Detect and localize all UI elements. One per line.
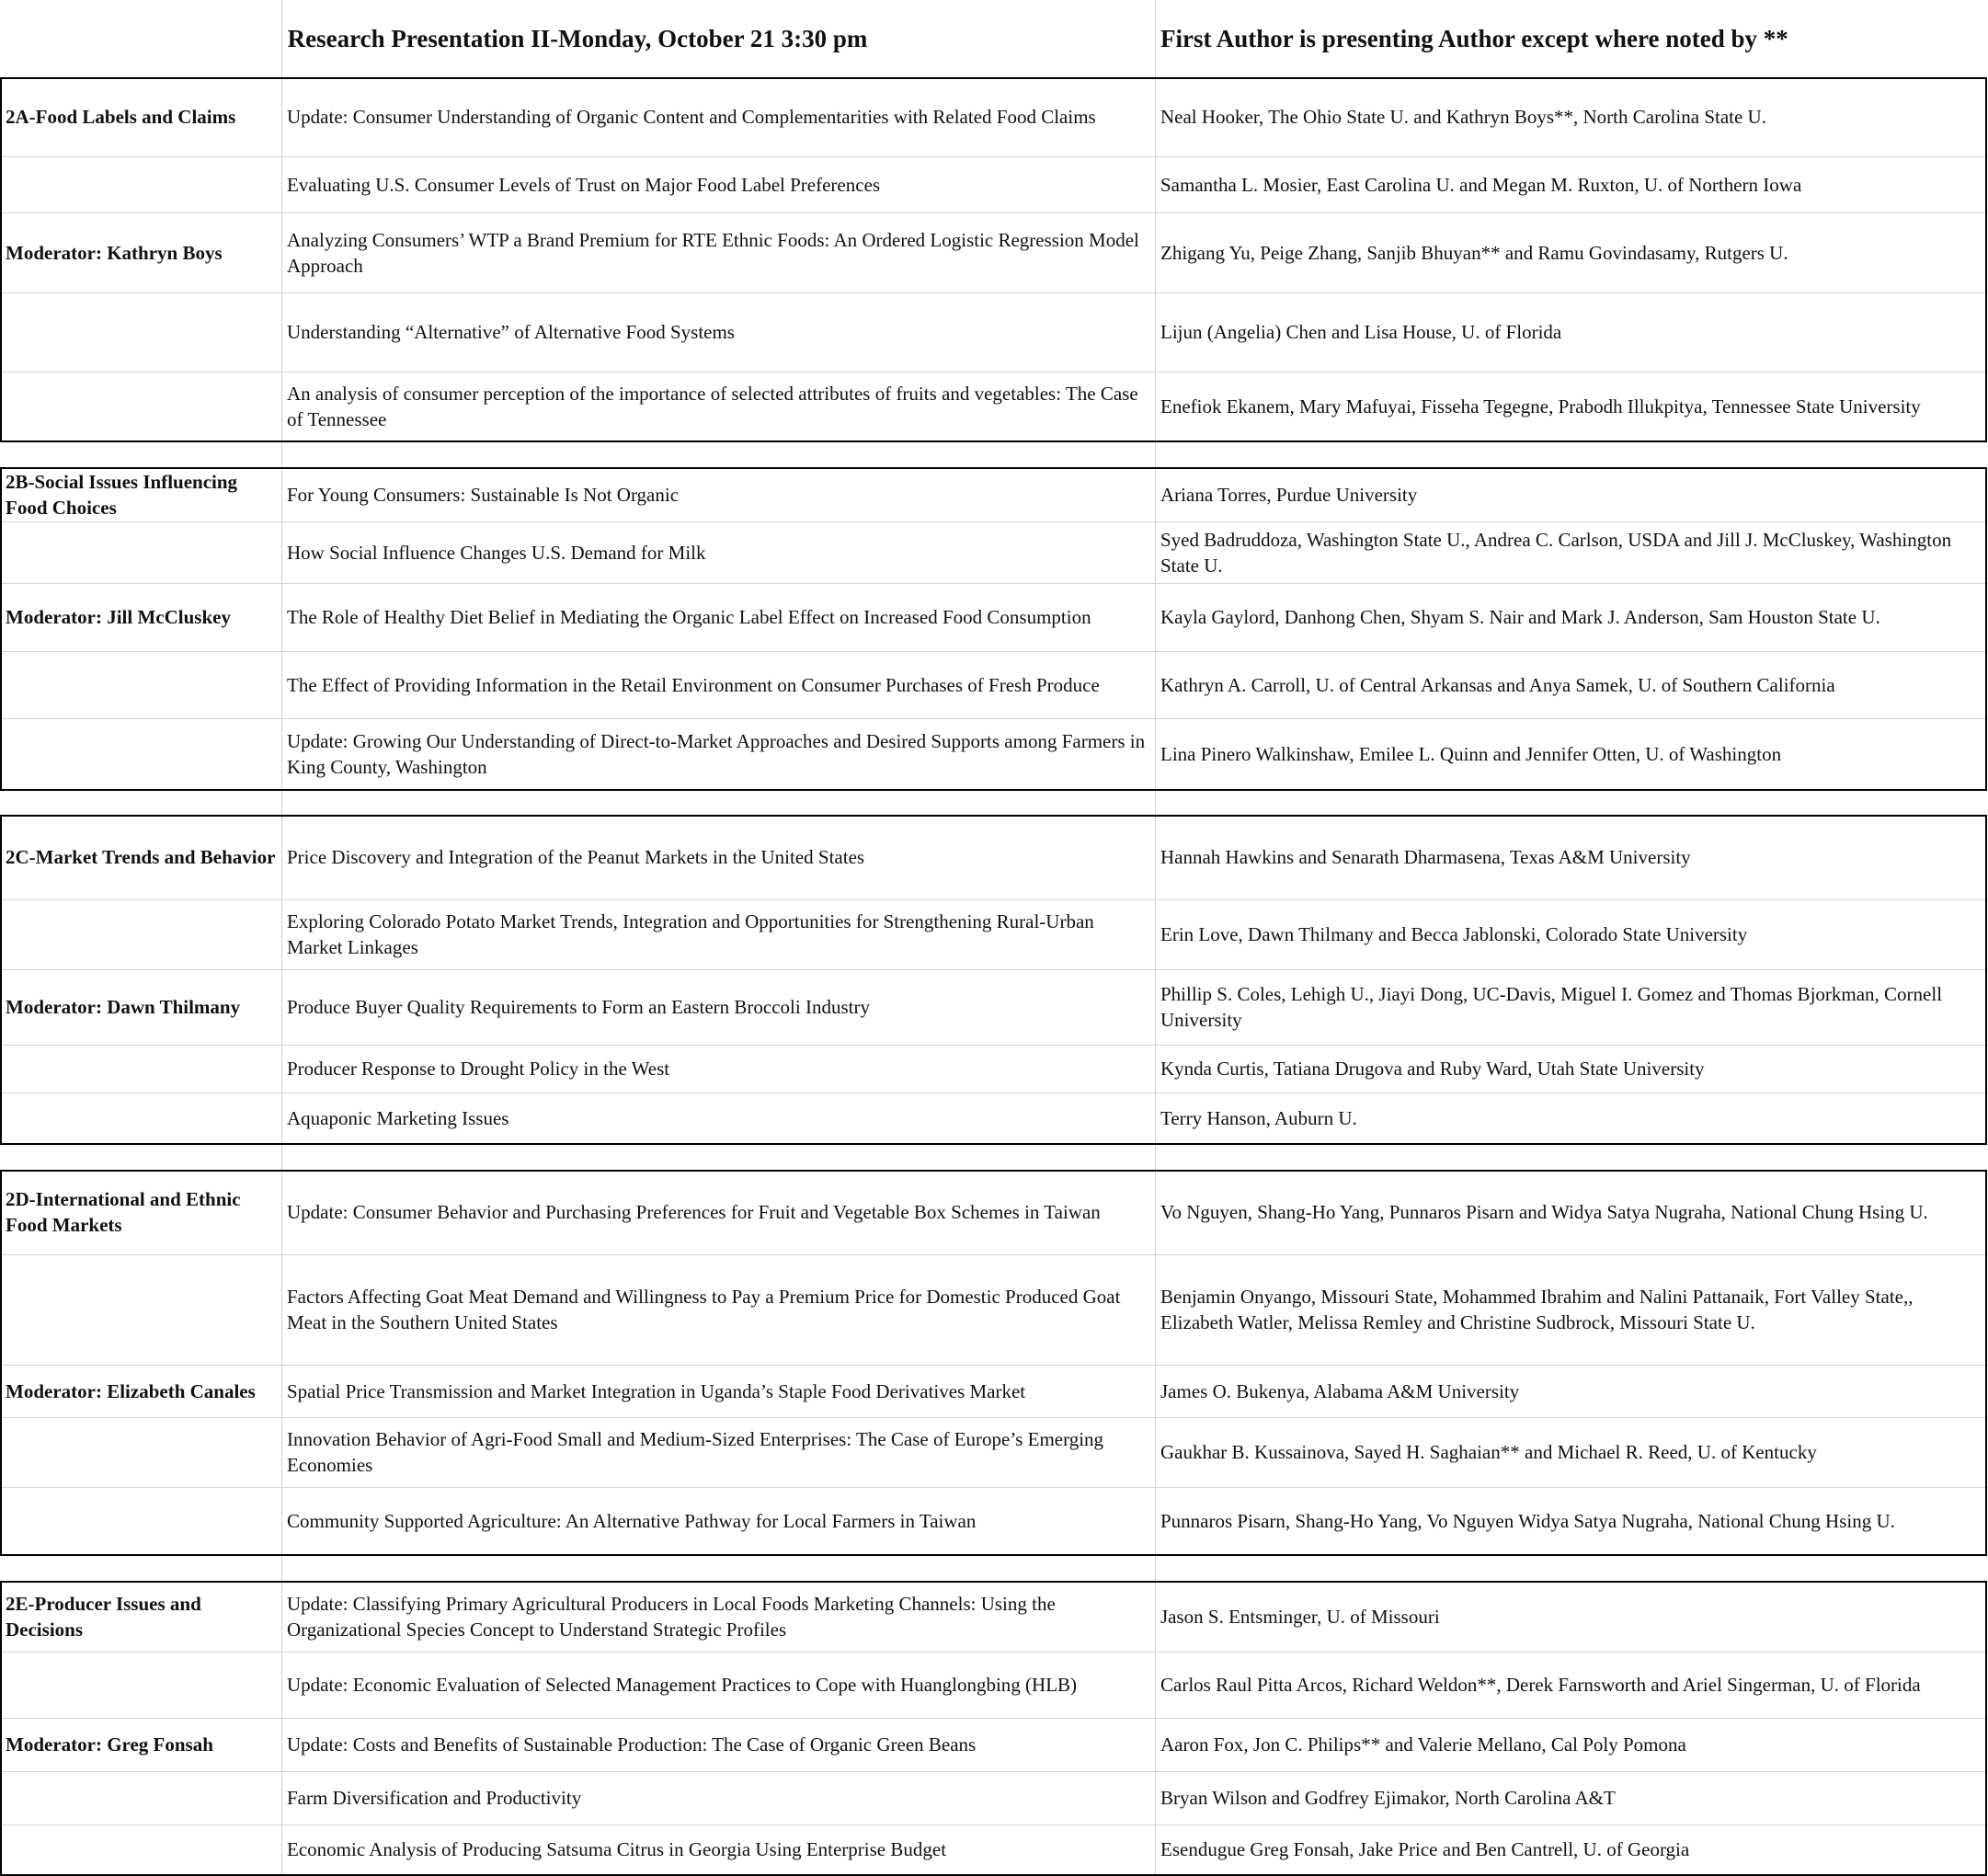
paper-authors: Aaron Fox, Jon C. Philips** and Valerie Mellano, Cal Poly Pomona [1160, 1733, 1686, 1756]
paper-authors: Samantha L. Mosier, East Carolina U. and Megan M. Ruxton, U. of Northern Iowa [1160, 173, 1802, 196]
session-title: 2A-Food Labels and Claims [6, 106, 236, 128]
paper-authors: Kynda Curtis, Tatiana Drugova and Ruby Ward, Utah State University [1160, 1058, 1705, 1080]
paper-title: Understanding “Alternative” of Alternative Food Systems [287, 321, 735, 343]
session-moderator: Moderator: Greg Fonsah [6, 1733, 213, 1756]
paper-authors: Kathryn A. Carroll, U. of Central Arkansas and Anya Samek, U. of Southern California [1160, 673, 1835, 696]
paper-authors: Bryan Wilson and Godfrey Ejimakor, North Carolina A&T [1160, 1787, 1616, 1809]
header-title: Research Presentation II-Monday, October 21 3:30 pm [287, 25, 868, 52]
paper-authors: James O. Bukenya, Alabama A&M University [1160, 1379, 1520, 1402]
paper-title: Price Discovery and Integration of the Peanut Markets in the United States [287, 846, 865, 868]
paper-authors: Lina Pinero Walkinshaw, Emilee L. Quinn and Jennifer Otten, U. of Washington [1160, 742, 1782, 765]
paper-authors: Benjamin Onyango, Missouri State, Mohammed Ibrahim and Nalini Pattanaik, Fort Valley State,, Elizabeth Watler, Melissa Remley and Christine Sudbrock, Missouri State U. [1160, 1286, 1914, 1333]
session-moderator: Moderator: Dawn Thilmany [6, 996, 241, 1018]
header-note: First Author is presenting Author except where noted by ** [1160, 25, 1788, 52]
paper-authors: Vo Nguyen, Shang-Ho Yang, Punnaros Pisarn and Widya Satya Nugraha, National Chung Hsing U. [1160, 1201, 1928, 1223]
paper-title: Producer Response to Drought Policy in the West [287, 1058, 670, 1080]
paper-authors: Syed Badruddoza, Washington State U., Andrea C. Carlson, USDA and Jill J. McCluskey, Washington State U. [1160, 528, 1952, 577]
paper-authors: Erin Love, Dawn Thilmany and Becca Jablonski, Colorado State University [1160, 923, 1748, 945]
paper-authors: Zhigang Yu, Peige Zhang, Sanjib Bhuyan** and Ramu Govindasamy, Rutgers U. [1160, 241, 1788, 264]
paper-title: An analysis of consumer perception of the importance of selected attributes of fruits and vegetables: The Case of Tennessee [287, 382, 1138, 430]
paper-authors: Gaukhar B. Kussainova, Sayed H. Saghaian** and Michael R. Reed, U. of Kentucky [1160, 1441, 1817, 1463]
session-title: 2E-Producer Issues and Decisions [6, 1592, 201, 1641]
paper-title: Factors Affecting Goat Meat Demand and Willingness to Pay a Premium Price for Domestic Produced Goat Meat in the Southern United States [287, 1286, 1121, 1333]
paper-title: The Effect of Providing Information in the Retail Environment on Consumer Purchases of Fresh Produce [287, 673, 1100, 696]
paper-title: The Role of Healthy Diet Belief in Mediating the Organic Label Effect on Increased Food Consumption [287, 606, 1091, 628]
paper-title: Update: Consumer Behavior and Purchasing Preferences for Fruit and Vegetable Box Schemes in Taiwan [287, 1201, 1101, 1223]
paper-authors: Neal Hooker, The Ohio State U. and Kathryn Boys**, North Carolina State U. [1160, 106, 1766, 128]
session-title: 2C-Market Trends and Behavior [6, 846, 276, 868]
paper-title: Update: Classifying Primary Agricultural Producers in Local Foods Marketing Channels: Using the Organizational Species Concept to Understand Strategic Profiles [287, 1592, 1056, 1641]
paper-authors: Punnaros Pisarn, Shang-Ho Yang, Vo Nguyen Widya Satya Nugraha, National Chung Hsing U. [1160, 1509, 1895, 1532]
paper-title: Evaluating U.S. Consumer Levels of Trust on Major Food Label Preferences [287, 173, 881, 196]
paper-authors: Terry Hanson, Auburn U. [1160, 1106, 1357, 1129]
paper-title: Economic Analysis of Producing Satsuma Citrus in Georgia Using Enterprise Budget [287, 1838, 947, 1860]
paper-title: Farm Diversification and Productivity [287, 1787, 582, 1809]
paper-authors: Ariana Torres, Purdue University [1160, 483, 1418, 506]
paper-title: How Social Influence Changes U.S. Demand for Milk [287, 541, 706, 564]
session-title: 2B-Social Issues Influencing Food Choices [6, 470, 238, 519]
paper-title: Produce Buyer Quality Requirements to Form an Eastern Broccoli Industry [287, 996, 870, 1018]
paper-authors: Jason S. Entsminger, U. of Missouri [1160, 1605, 1440, 1628]
session-moderator: Moderator: Jill McCluskey [6, 606, 231, 628]
paper-authors: Hannah Hawkins and Senarath Dharmasena, Texas A&M University [1160, 846, 1691, 868]
paper-title: Exploring Colorado Potato Market Trends, Integration and Opportunities for Strengthening Rural-Urban Market Linkages [287, 910, 1094, 958]
paper-title: For Young Consumers: Sustainable Is Not Organic [287, 483, 680, 506]
paper-title: Innovation Behavior of Agri-Food Small and Medium-Sized Enterprises: The Case of Europe’s Emerging Economies [287, 1428, 1104, 1476]
paper-title: Update: Growing Our Understanding of Direct-to-Market Approaches and Desired Supports among Farmers in King County, Washington [287, 729, 1146, 778]
paper-authors: Carlos Raul Pitta Arcos, Richard Weldon**, Derek Farnsworth and Ariel Singerman, U. of Florida [1160, 1674, 1921, 1696]
paper-authors: Lijun (Angelia) Chen and Lisa House, U. of Florida [1160, 321, 1562, 343]
paper-title: Analyzing Consumers’ WTP a Brand Premium for RTE Ethnic Foods: An Ordered Logistic Regression Model Approach [287, 228, 1139, 277]
paper-authors: Esendugue Greg Fonsah, Jake Price and Ben Cantrell, U. of Georgia [1160, 1838, 1690, 1860]
session-moderator: Moderator: Kathryn Boys [6, 241, 223, 264]
paper-title: Spatial Price Transmission and Market Integration in Uganda’s Staple Food Derivatives Market [287, 1379, 1026, 1402]
paper-title: Community Supported Agriculture: An Alternative Pathway for Local Farmers in Taiwan [287, 1509, 977, 1532]
paper-authors: Enefiok Ekanem, Mary Mafuyai, Fisseha Tegegne, Prabodh Illukpitya, Tennessee State University [1160, 395, 1921, 418]
paper-authors: Kayla Gaylord, Danhong Chen, Shyam S. Nair and Mark J. Anderson, Sam Houston State U. [1160, 606, 1880, 628]
paper-title: Aquaponic Marketing Issues [287, 1106, 509, 1129]
paper-title: Update: Economic Evaluation of Selected Management Practices to Cope with Huanglongbing (HLB) [287, 1674, 1078, 1696]
paper-title: Update: Consumer Understanding of Organic Content and Complementarities with Related Food Claims [287, 106, 1096, 128]
paper-title: Update: Costs and Benefits of Sustainable Production: The Case of Organic Green Beans [287, 1733, 977, 1756]
paper-authors: Phillip S. Coles, Lehigh U., Jiayi Dong, UC-Davis, Miguel I. Gomez and Thomas Bjorkman, Cornell University [1160, 983, 1943, 1031]
session-title: 2D-International and Ethnic Food Markets [6, 1188, 241, 1236]
session-moderator: Moderator: Elizabeth Canales [6, 1379, 256, 1402]
